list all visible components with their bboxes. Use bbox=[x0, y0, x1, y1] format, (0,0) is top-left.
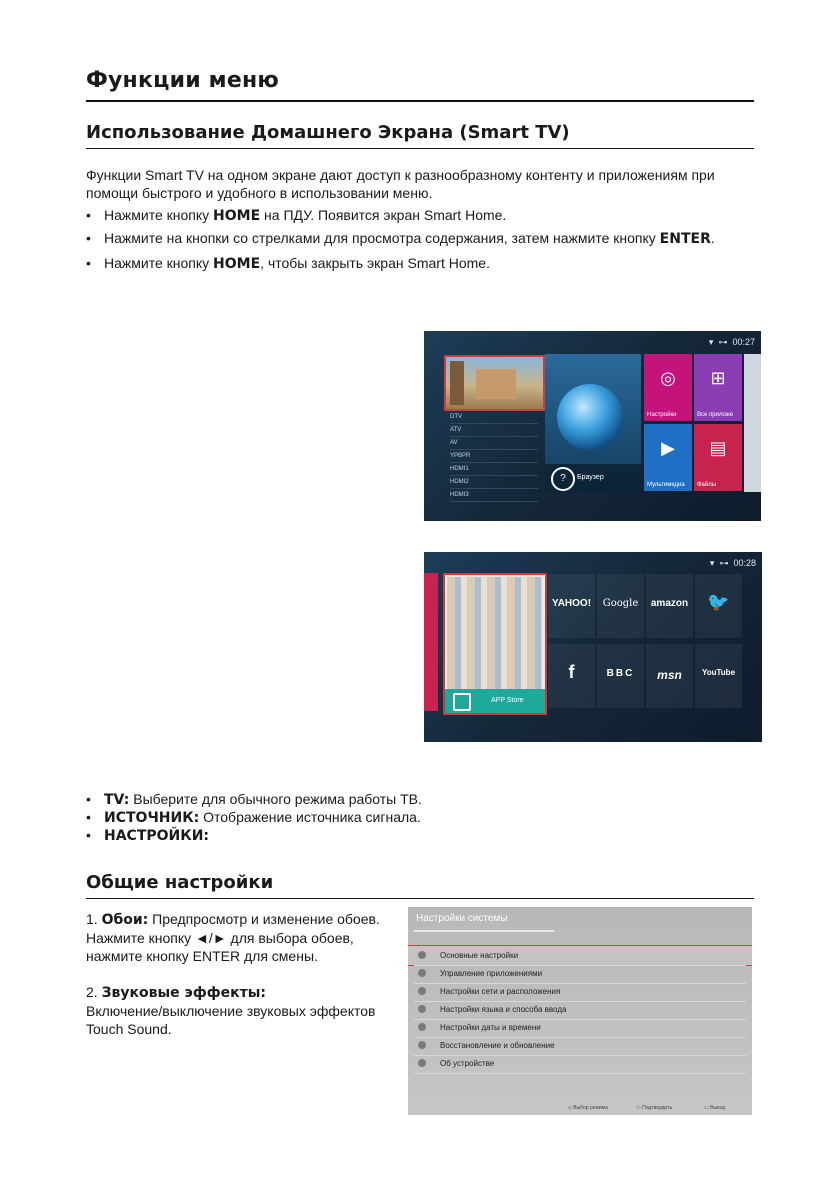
status-bar bbox=[709, 337, 755, 348]
network-icon bbox=[418, 987, 426, 995]
twitter-bird-icon: 🐦 bbox=[707, 592, 730, 612]
step-item: • Нажмите кнопку HOME, чтобы закрыть экран Smart Home. bbox=[86, 255, 490, 272]
source-item[interactable]: HDMI3 bbox=[450, 489, 538, 502]
language-icon bbox=[418, 1005, 426, 1013]
key-icon: ⊶ bbox=[719, 558, 729, 568]
footer-hint-exit: ▭ Выход bbox=[704, 1105, 726, 1111]
source-list bbox=[450, 411, 538, 502]
source-item[interactable]: YPBPR bbox=[450, 450, 538, 463]
settings-icon: ◎ bbox=[660, 368, 676, 388]
tile-facebook[interactable]: f bbox=[548, 644, 595, 708]
tile-google[interactable]: Google bbox=[597, 574, 644, 638]
source-item[interactable]: ATV bbox=[450, 424, 538, 437]
section-heading-smart-tv: Использование Домашнего Экрана (Smart TV) bbox=[86, 122, 570, 143]
step-item: • Нажмите на кнопки со стрелками для просмотра содержания, затем нажмите кнопку ENTER. bbox=[86, 230, 715, 247]
source-item[interactable]: HDMI1 bbox=[450, 463, 538, 476]
page-title: Функции меню bbox=[86, 68, 279, 93]
app-store-tile[interactable]: APP Store bbox=[443, 573, 547, 715]
step-item: • Нажмите кнопку HOME на ПДУ. Появится экран Smart Home. bbox=[86, 207, 507, 224]
grid-icon: ⊞ bbox=[710, 368, 726, 388]
globe-icon bbox=[557, 384, 623, 450]
intro-text: Функции Smart TV на одном экране дают доступ к разнообразному контенту и приложениям при помощи быстрого и удобного в использовании меню. bbox=[86, 167, 715, 201]
system-settings-screenshot bbox=[408, 907, 752, 1115]
tile-settings[interactable]: ◎ Настройки bbox=[644, 354, 692, 421]
tile-bbc[interactable]: BBC bbox=[597, 644, 644, 708]
clock-icon bbox=[418, 1023, 426, 1031]
settings-menu-item[interactable]: Настройки даты и времени bbox=[418, 1023, 541, 1032]
clock: 00:27 bbox=[732, 337, 755, 347]
feature-item: • НАСТРОЙКИ: bbox=[86, 827, 210, 844]
tile-yahoo[interactable]: YAHOO! bbox=[548, 574, 595, 638]
title-rule bbox=[86, 100, 754, 102]
settings-menu-item[interactable]: Об устройстве bbox=[418, 1059, 494, 1068]
section-rule bbox=[86, 148, 754, 149]
tile-partial bbox=[744, 354, 761, 492]
settings-title: Настройки системы bbox=[416, 913, 508, 924]
tile-multimedia[interactable]: ▶ Мультимедиа bbox=[644, 424, 692, 491]
settings-menu-item[interactable]: Восстановление и обновление bbox=[418, 1041, 555, 1050]
source-item[interactable]: HDMI2 bbox=[450, 476, 538, 489]
tile-youtube[interactable]: YouTube bbox=[695, 644, 742, 708]
settings-menu-item[interactable]: Основные настройки bbox=[418, 951, 518, 960]
settings-menu-item[interactable]: Настройки языка и способа ввода bbox=[418, 1005, 566, 1014]
info-icon bbox=[418, 1059, 426, 1067]
wifi-icon: ▾ bbox=[708, 337, 714, 347]
shopping-bag-icon bbox=[453, 693, 471, 711]
source-item[interactable]: DTV bbox=[450, 411, 538, 424]
key-icon: ⊶ bbox=[718, 337, 728, 347]
section-heading-general-settings: Общие настройки bbox=[86, 872, 274, 893]
source-item[interactable]: AV bbox=[450, 437, 538, 450]
restore-icon bbox=[418, 1041, 426, 1049]
settings-menu-item[interactable]: Настройки сети и расположения bbox=[418, 987, 560, 996]
tile-msn[interactable]: msn bbox=[646, 644, 693, 708]
wifi-icon: ▾ bbox=[709, 558, 715, 568]
settings-description: 1. Обои: Предпросмотр и изменение обоев. Нажмите кнопку ◄/► для выбора обоев, нажмите кнопку ENTER для смены. 2. Звуковые эффекты: Включение/выключение звуковых эффектов Touch Sound. bbox=[86, 911, 380, 1037]
app-store-image bbox=[447, 577, 543, 689]
apps-screenshot bbox=[424, 552, 762, 742]
tile-twitter[interactable] bbox=[695, 574, 742, 638]
tv-preview-thumbnail[interactable] bbox=[444, 355, 545, 411]
play-icon: ▶ bbox=[661, 438, 675, 458]
tile-all-apps[interactable]: ⊞ Все приложе bbox=[694, 354, 742, 421]
apps-icon bbox=[418, 969, 426, 977]
browser-label-bar: ? Браузер bbox=[545, 464, 641, 492]
tile-partial-left bbox=[424, 573, 438, 711]
browser-icon: ? bbox=[551, 467, 575, 491]
feature-item: • TV: Выберите для обычного режима работы ТВ. bbox=[86, 791, 422, 808]
footer-hint-select: ◇ Выбор режима bbox=[568, 1105, 608, 1111]
file-icon: ▤ bbox=[709, 438, 727, 458]
smart-home-screenshot bbox=[424, 331, 761, 521]
basic-settings-icon bbox=[418, 951, 426, 959]
feature-item: • ИСТОЧНИК: Отображение источника сигнала. bbox=[86, 809, 421, 826]
footer-hint-confirm: ▭ Подтвердить bbox=[636, 1105, 673, 1111]
tile-amazon[interactable]: amazon bbox=[646, 574, 693, 638]
tile-files[interactable]: ▤ Файлы bbox=[694, 424, 742, 491]
clock: 00:28 bbox=[733, 558, 756, 568]
section-rule bbox=[86, 898, 754, 899]
status-bar bbox=[710, 558, 756, 569]
settings-menu-item[interactable]: Управление приложениями bbox=[418, 969, 542, 978]
